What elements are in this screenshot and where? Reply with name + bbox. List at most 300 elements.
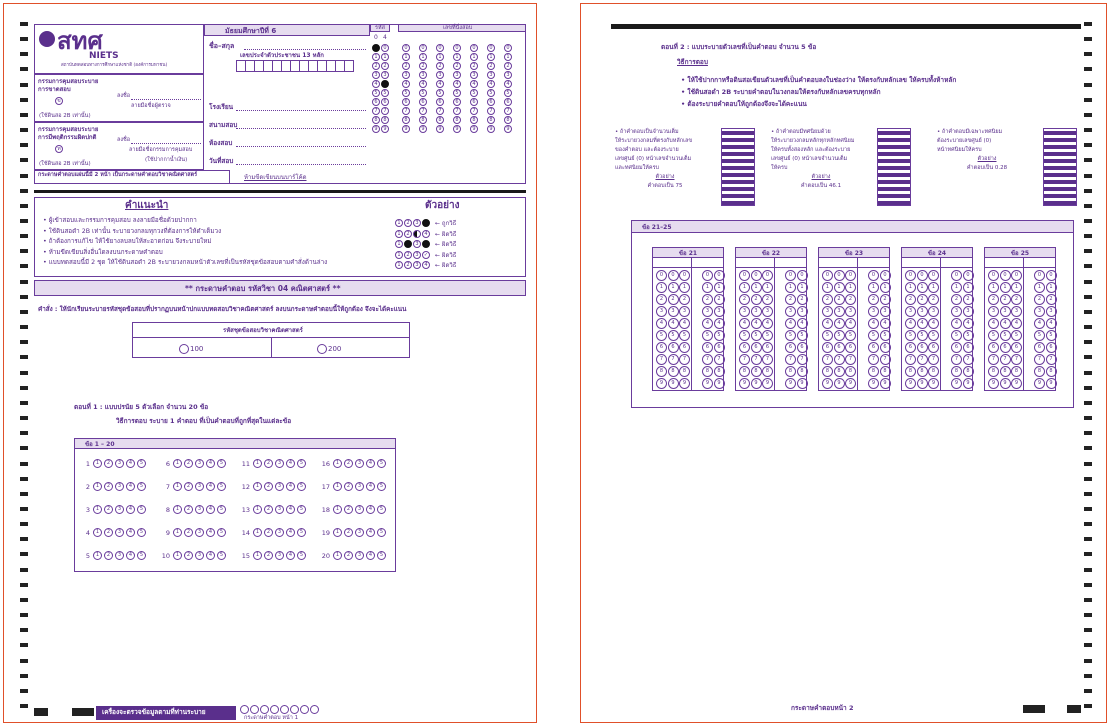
numeric-bubble[interactable]: 2	[917, 294, 928, 305]
mcq-choice-bubble[interactable]: 3	[115, 528, 124, 537]
numeric-bubble[interactable]: 5	[762, 330, 773, 341]
mcq-choice-bubble[interactable]: 1	[253, 505, 262, 514]
seat-bubble[interactable]: 0	[487, 44, 495, 52]
numeric-bubble[interactable]: 0	[1011, 270, 1022, 281]
numeric-bubble[interactable]: 8	[702, 366, 713, 377]
numeric-bubble[interactable]: 4	[751, 318, 762, 329]
seat-column[interactable]	[402, 44, 411, 133]
numeric-bubble[interactable]: 8	[1046, 366, 1057, 377]
center-line[interactable]	[236, 128, 366, 129]
numeric-bubble[interactable]: 7	[1046, 354, 1057, 365]
numeric-bubble[interactable]: 5	[917, 330, 928, 341]
mcq-choice-bubble[interactable]: 4	[366, 482, 375, 491]
numeric-bubble[interactable]: 4	[679, 318, 690, 329]
numeric-bubble[interactable]: 4	[822, 318, 833, 329]
digit-column[interactable]	[988, 270, 1000, 389]
numeric-bubble[interactable]: 5	[739, 330, 750, 341]
seat-bubble[interactable]: 6	[402, 98, 410, 106]
numeric-bubble[interactable]: 9	[822, 378, 833, 389]
numeric-bubble[interactable]: 5	[880, 330, 891, 341]
numeric-bubble[interactable]: 5	[1034, 330, 1045, 341]
mcq-choice-bubble[interactable]: 2	[184, 528, 193, 537]
mcq-choice-bubble[interactable]: 3	[115, 459, 124, 468]
numeric-bubble[interactable]: 2	[679, 294, 690, 305]
numeric-bubble[interactable]: 3	[917, 306, 928, 317]
mcq-choice-bubble[interactable]: 1	[93, 528, 102, 537]
numeric-bubble[interactable]: 9	[880, 378, 891, 389]
seat-bubble[interactable]: 2	[436, 62, 444, 70]
seat-bubble[interactable]: 2	[487, 62, 495, 70]
numeric-bubble[interactable]: 9	[679, 378, 690, 389]
seat-bubble[interactable]: 1	[419, 53, 427, 61]
numeric-bubble[interactable]: 2	[785, 294, 796, 305]
numeric-bubble[interactable]: 3	[762, 306, 773, 317]
numeric-bubble[interactable]: 5	[679, 330, 690, 341]
seat-bubble[interactable]: 5	[419, 89, 427, 97]
mcq-choice-bubble[interactable]: 2	[104, 459, 113, 468]
seat-bubble[interactable]: 5	[487, 89, 495, 97]
seat-bubble[interactable]: 4	[419, 80, 427, 88]
mcq-choice-bubble[interactable]: 4	[126, 459, 135, 468]
numeric-bubble[interactable]: 8	[1000, 366, 1011, 377]
numeric-bubble[interactable]: 5	[951, 330, 962, 341]
seat-bubble[interactable]: 5	[470, 89, 478, 97]
id-digit-cell[interactable]	[344, 60, 354, 72]
numeric-bubble[interactable]: 9	[1011, 378, 1022, 389]
numeric-bubble[interactable]: 1	[834, 282, 845, 293]
mcq-choice-bubble[interactable]: 4	[366, 505, 375, 514]
numeric-bubble[interactable]: 9	[1000, 378, 1011, 389]
mcq-choice-bubble[interactable]: 4	[366, 459, 375, 468]
numeric-bubble[interactable]: 0	[1034, 270, 1045, 281]
mcq-choice-bubble[interactable]: 1	[93, 459, 102, 468]
digit-column[interactable]	[714, 270, 726, 389]
numeric-bubble[interactable]: 0	[822, 270, 833, 281]
numeric-bubble[interactable]: 4	[739, 318, 750, 329]
mcq-choice-bubble[interactable]: 2	[264, 551, 273, 560]
numeric-bubble[interactable]: 2	[668, 294, 679, 305]
seat-bubble[interactable]: 1	[487, 53, 495, 61]
mcq-choice-bubble[interactable]: 3	[195, 482, 204, 491]
seat-bubble[interactable]: 7	[487, 107, 495, 115]
numeric-bubble[interactable]: 8	[880, 366, 891, 377]
numeric-bubble[interactable]: 6	[679, 342, 690, 353]
numeric-bubble[interactable]: 4	[797, 318, 808, 329]
numeric-bubble[interactable]: 0	[714, 270, 725, 281]
numeric-bubble[interactable]: 0	[963, 270, 974, 281]
seat-bubble[interactable]: 1	[436, 53, 444, 61]
mcq-choice-bubble[interactable]: 1	[93, 505, 102, 514]
numeric-bubble[interactable]: 4	[834, 318, 845, 329]
numeric-bubble[interactable]: 9	[928, 378, 939, 389]
seat-bubble[interactable]: 7	[419, 107, 427, 115]
mcq-choice-bubble[interactable]: 1	[333, 505, 342, 514]
numeric-bubble[interactable]: 1	[963, 282, 974, 293]
numeric-bubble[interactable]: 5	[1000, 330, 1011, 341]
numeric-bubble[interactable]: 7	[739, 354, 750, 365]
numeric-bubble[interactable]: 4	[880, 318, 891, 329]
numeric-bubble[interactable]: 6	[988, 342, 999, 353]
digit-column[interactable]	[1000, 270, 1012, 389]
numeric-bubble[interactable]: 1	[679, 282, 690, 293]
numeric-bubble[interactable]: 6	[785, 342, 796, 353]
mcq-choice-bubble[interactable]: 4	[206, 528, 215, 537]
numeric-bubble[interactable]: 1	[702, 282, 713, 293]
numeric-bubble[interactable]: 9	[1034, 378, 1045, 389]
mcq-choice-bubble[interactable]: 4	[286, 482, 295, 491]
mcq-choice-bubble[interactable]: 3	[355, 505, 364, 514]
numeric-bubble[interactable]: 4	[988, 318, 999, 329]
numeric-bubble[interactable]: 8	[868, 366, 879, 377]
numeric-bubble[interactable]: 0	[928, 270, 939, 281]
numeric-bubble[interactable]: 8	[928, 366, 939, 377]
seat-bubble[interactable]: 1	[402, 53, 410, 61]
numeric-bubble[interactable]: 5	[928, 330, 939, 341]
numeric-bubble[interactable]: 9	[988, 378, 999, 389]
mcq-choice-bubble[interactable]: 2	[344, 482, 353, 491]
mcq-choice-bubble[interactable]: 5	[137, 528, 146, 537]
seat-column[interactable]	[487, 44, 496, 133]
seat-bubble[interactable]: 9	[402, 125, 410, 133]
numeric-bubble[interactable]: 0	[951, 270, 962, 281]
digit-column[interactable]	[917, 270, 929, 389]
numeric-bubble[interactable]: 1	[845, 282, 856, 293]
numeric-bubble[interactable]: 0	[739, 270, 750, 281]
seat-bubble[interactable]: 8	[402, 116, 410, 124]
numeric-bubble[interactable]: 9	[905, 378, 916, 389]
numeric-bubble[interactable]: 9	[834, 378, 845, 389]
write-in-row[interactable]	[819, 258, 889, 268]
mcq-choice-bubble[interactable]: 5	[217, 482, 226, 491]
numeric-bubble[interactable]: 1	[988, 282, 999, 293]
numeric-bubble[interactable]: 0	[762, 270, 773, 281]
numeric-bubble[interactable]: 7	[845, 354, 856, 365]
numeric-bubble[interactable]: 2	[739, 294, 750, 305]
digit-column[interactable]	[928, 270, 940, 389]
seat-bubble[interactable]: 4	[402, 80, 410, 88]
mcq-choice-bubble[interactable]: 5	[377, 528, 386, 537]
digit-column[interactable]	[751, 270, 763, 389]
numeric-bubble[interactable]: 4	[951, 318, 962, 329]
numeric-bubble[interactable]: 1	[739, 282, 750, 293]
seat-bubble[interactable]: 7	[402, 107, 410, 115]
numeric-bubble[interactable]: 6	[928, 342, 939, 353]
numeric-bubble[interactable]: 6	[822, 342, 833, 353]
seat-bubble[interactable]: 6	[487, 98, 495, 106]
numeric-bubble[interactable]: 0	[751, 270, 762, 281]
numeric-bubble[interactable]: 8	[679, 366, 690, 377]
numeric-bubble[interactable]: 5	[834, 330, 845, 341]
numeric-bubble[interactable]: 8	[834, 366, 845, 377]
digit-column[interactable]	[868, 270, 880, 389]
seat-bubble[interactable]: 3	[487, 71, 495, 79]
numeric-bubble[interactable]: 6	[1011, 342, 1022, 353]
seat-bubble[interactable]: 4	[470, 80, 478, 88]
numeric-bubble[interactable]: 8	[917, 366, 928, 377]
numeric-bubble[interactable]: 0	[905, 270, 916, 281]
numeric-bubble[interactable]: 3	[1034, 306, 1045, 317]
mcq-choice-bubble[interactable]: 2	[344, 505, 353, 514]
numeric-bubble[interactable]: 3	[1011, 306, 1022, 317]
room-line[interactable]	[236, 146, 366, 147]
mcq-choice-bubble[interactable]: 5	[377, 482, 386, 491]
mcq-choice-bubble[interactable]: 2	[184, 482, 193, 491]
numeric-bubble[interactable]: 9	[797, 378, 808, 389]
digit-column[interactable]	[963, 270, 975, 389]
numeric-bubble[interactable]: 0	[702, 270, 713, 281]
mcq-choice-bubble[interactable]: 3	[195, 505, 204, 514]
mcq-choice-bubble[interactable]: 3	[115, 551, 124, 560]
seat-bubble[interactable]: 7	[470, 107, 478, 115]
numeric-bubble[interactable]: 6	[668, 342, 679, 353]
numeric-bubble[interactable]: 2	[834, 294, 845, 305]
numeric-bubble[interactable]: 7	[656, 354, 667, 365]
seat-bubble[interactable]: 3	[402, 71, 410, 79]
numeric-bubble[interactable]: 0	[797, 270, 808, 281]
seat-bubble[interactable]: 9	[419, 125, 427, 133]
seat-bubble[interactable]: 0	[453, 44, 461, 52]
numeric-bubble[interactable]: 1	[785, 282, 796, 293]
numeric-bubble[interactable]: 5	[1011, 330, 1022, 341]
numeric-bubble[interactable]: 6	[917, 342, 928, 353]
numeric-bubble[interactable]: 6	[868, 342, 879, 353]
numeric-bubble[interactable]: 6	[714, 342, 725, 353]
numeric-bubble[interactable]: 4	[1046, 318, 1057, 329]
seat-bubble[interactable]: 4	[436, 80, 444, 88]
numeric-bubble[interactable]: 4	[714, 318, 725, 329]
numeric-bubble[interactable]: 7	[905, 354, 916, 365]
mcq-choice-bubble[interactable]: 1	[333, 482, 342, 491]
numeric-bubble[interactable]: 4	[656, 318, 667, 329]
numeric-bubble[interactable]: 8	[714, 366, 725, 377]
seat-bubble[interactable]: 2	[402, 62, 410, 70]
citizen-id-cells[interactable]	[236, 60, 353, 72]
numeric-bubble[interactable]: 3	[797, 306, 808, 317]
mcq-choice-bubble[interactable]: 1	[253, 459, 262, 468]
seat-bubble[interactable]: 6	[436, 98, 444, 106]
numeric-bubble[interactable]: 3	[928, 306, 939, 317]
mcq-choice-bubble[interactable]: 1	[333, 459, 342, 468]
date-line[interactable]	[236, 164, 366, 165]
seat-bubble[interactable]: 3	[453, 71, 461, 79]
mcq-choice-bubble[interactable]: 2	[344, 551, 353, 560]
numeric-bubble[interactable]: 0	[1000, 270, 1011, 281]
numeric-bubble[interactable]: 2	[1011, 294, 1022, 305]
numeric-bubble[interactable]: 7	[928, 354, 939, 365]
numeric-bubble[interactable]: 2	[762, 294, 773, 305]
seat-bubble[interactable]: 2	[453, 62, 461, 70]
numeric-bubble[interactable]: 6	[797, 342, 808, 353]
numeric-bubble[interactable]: 7	[917, 354, 928, 365]
set-option-200[interactable]	[317, 344, 341, 354]
mcq-choice-bubble[interactable]: 4	[286, 551, 295, 560]
committee1-sign-line[interactable]	[131, 99, 201, 100]
numeric-bubble[interactable]: 8	[739, 366, 750, 377]
numeric-bubble[interactable]: 9	[668, 378, 679, 389]
numeric-bubble[interactable]: 8	[785, 366, 796, 377]
numeric-bubble[interactable]: 3	[951, 306, 962, 317]
numeric-bubble[interactable]: 7	[714, 354, 725, 365]
numeric-bubble[interactable]: 2	[928, 294, 939, 305]
mcq-choice-bubble[interactable]: 4	[206, 551, 215, 560]
numeric-bubble[interactable]: 5	[988, 330, 999, 341]
numeric-bubble[interactable]: 7	[679, 354, 690, 365]
numeric-bubble[interactable]: 7	[702, 354, 713, 365]
mcq-choice-bubble[interactable]: 2	[104, 528, 113, 537]
numeric-bubble[interactable]: 1	[668, 282, 679, 293]
mcq-choice-bubble[interactable]: 1	[253, 528, 262, 537]
numeric-bubble[interactable]: 5	[1046, 330, 1057, 341]
numeric-bubble[interactable]: 0	[679, 270, 690, 281]
numeric-bubble[interactable]: 4	[845, 318, 856, 329]
numeric-bubble[interactable]: 3	[845, 306, 856, 317]
seat-bubble[interactable]: 1	[470, 53, 478, 61]
numeric-bubble[interactable]: 1	[822, 282, 833, 293]
numeric-bubble[interactable]: 2	[868, 294, 879, 305]
numeric-bubble[interactable]: 8	[1011, 366, 1022, 377]
numeric-bubble[interactable]: 9	[951, 378, 962, 389]
digit-column[interactable]	[797, 270, 809, 389]
mcq-choice-bubble[interactable]: 5	[377, 459, 386, 468]
mcq-choice-bubble[interactable]: 2	[184, 459, 193, 468]
numeric-bubble[interactable]: 3	[868, 306, 879, 317]
numeric-bubble[interactable]: 5	[668, 330, 679, 341]
seat-bubble[interactable]: 2	[470, 62, 478, 70]
numeric-bubble[interactable]: 6	[656, 342, 667, 353]
digit-column[interactable]	[1046, 270, 1058, 389]
numeric-bubble[interactable]: 1	[905, 282, 916, 293]
mcq-choice-bubble[interactable]: 2	[264, 528, 273, 537]
mcq-choice-bubble[interactable]: 3	[355, 459, 364, 468]
numeric-bubble[interactable]: 7	[762, 354, 773, 365]
numeric-bubble[interactable]: 8	[951, 366, 962, 377]
mcq-choice-bubble[interactable]: 3	[195, 459, 204, 468]
numeric-bubble[interactable]: 3	[905, 306, 916, 317]
mcq-choice-bubble[interactable]: 5	[297, 482, 306, 491]
numeric-bubble[interactable]: 6	[1046, 342, 1057, 353]
numeric-bubble[interactable]: 6	[845, 342, 856, 353]
numeric-bubble[interactable]: 5	[905, 330, 916, 341]
digit-column[interactable]	[951, 270, 963, 389]
digit-column[interactable]	[880, 270, 892, 389]
mcq-choice-bubble[interactable]: 1	[173, 528, 182, 537]
mcq-choice-bubble[interactable]: 3	[275, 482, 284, 491]
mcq-choice-bubble[interactable]: 5	[297, 528, 306, 537]
numeric-bubble[interactable]: 6	[951, 342, 962, 353]
numeric-bubble[interactable]: 1	[656, 282, 667, 293]
numeric-bubble[interactable]: 1	[868, 282, 879, 293]
seat-bubble[interactable]: 9	[436, 125, 444, 133]
mcq-choice-bubble[interactable]: 4	[286, 528, 295, 537]
write-in-row[interactable]	[902, 258, 972, 268]
mcq-choice-bubble[interactable]: 3	[195, 551, 204, 560]
numeric-bubble[interactable]: 9	[702, 378, 713, 389]
mcq-choice-bubble[interactable]: 4	[206, 482, 215, 491]
write-in-row[interactable]	[736, 258, 806, 268]
mcq-choice-bubble[interactable]: 4	[126, 505, 135, 514]
numeric-bubble[interactable]: 6	[834, 342, 845, 353]
numeric-bubble[interactable]: 1	[928, 282, 939, 293]
seat-column[interactable]	[470, 44, 479, 133]
mcq-choice-bubble[interactable]: 4	[206, 459, 215, 468]
mcq-choice-bubble[interactable]: 2	[344, 528, 353, 537]
mcq-choice-bubble[interactable]: 2	[104, 551, 113, 560]
seat-bubble[interactable]: 0	[470, 44, 478, 52]
mcq-choice-bubble[interactable]: 3	[275, 528, 284, 537]
numeric-bubble[interactable]: 7	[988, 354, 999, 365]
seat-bubble[interactable]: 8	[419, 116, 427, 124]
numeric-bubble[interactable]: 2	[822, 294, 833, 305]
digit-column[interactable]	[905, 270, 917, 389]
numeric-bubble[interactable]: 4	[1011, 318, 1022, 329]
seat-bubble[interactable]: 4	[453, 80, 461, 88]
numeric-bubble[interactable]: 0	[668, 270, 679, 281]
mcq-choice-bubble[interactable]: 5	[297, 505, 306, 514]
numeric-bubble[interactable]: 6	[963, 342, 974, 353]
mcq-choice-bubble[interactable]: 5	[297, 459, 306, 468]
numeric-bubble[interactable]: 6	[1034, 342, 1045, 353]
mcq-choice-bubble[interactable]: 1	[333, 551, 342, 560]
numeric-bubble[interactable]: 1	[1000, 282, 1011, 293]
numeric-bubble[interactable]: 0	[988, 270, 999, 281]
numeric-bubble[interactable]: 7	[751, 354, 762, 365]
seat-bubble[interactable]: 0	[419, 44, 427, 52]
numeric-bubble[interactable]: 8	[963, 366, 974, 377]
digit-column[interactable]	[762, 270, 774, 389]
numeric-bubble[interactable]: 7	[797, 354, 808, 365]
numeric-bubble[interactable]: 6	[762, 342, 773, 353]
numeric-bubble[interactable]: 2	[1046, 294, 1057, 305]
numeric-bubble[interactable]: 9	[1046, 378, 1057, 389]
digit-column[interactable]	[668, 270, 680, 389]
seat-bubble[interactable]: 9	[504, 125, 512, 133]
numeric-bubble[interactable]: 9	[762, 378, 773, 389]
seat-bubble[interactable]: 9	[487, 125, 495, 133]
mcq-choice-bubble[interactable]: 3	[195, 528, 204, 537]
numeric-bubble[interactable]: 0	[834, 270, 845, 281]
numeric-bubble[interactable]: 1	[1046, 282, 1057, 293]
numeric-bubble[interactable]: 1	[880, 282, 891, 293]
mcq-choice-bubble[interactable]: 1	[173, 482, 182, 491]
digit-column[interactable]	[822, 270, 834, 389]
numeric-bubble[interactable]: 0	[656, 270, 667, 281]
numeric-bubble[interactable]: 6	[751, 342, 762, 353]
numeric-bubble[interactable]: 3	[1000, 306, 1011, 317]
numeric-bubble[interactable]: 0	[785, 270, 796, 281]
numeric-bubble[interactable]: 8	[845, 366, 856, 377]
numeric-bubble[interactable]: 8	[762, 366, 773, 377]
mcq-choice-bubble[interactable]: 5	[217, 505, 226, 514]
numeric-bubble[interactable]: 2	[656, 294, 667, 305]
numeric-bubble[interactable]: 3	[1046, 306, 1057, 317]
numeric-bubble[interactable]: 1	[751, 282, 762, 293]
mcq-choice-bubble[interactable]: 3	[115, 505, 124, 514]
seat-bubble[interactable]: 3	[470, 71, 478, 79]
school-line[interactable]	[236, 110, 366, 111]
numeric-bubble[interactable]: 9	[917, 378, 928, 389]
mcq-choice-bubble[interactable]: 4	[286, 505, 295, 514]
mcq-choice-bubble[interactable]: 5	[137, 482, 146, 491]
numeric-bubble[interactable]: 2	[702, 294, 713, 305]
numeric-bubble[interactable]: 1	[1034, 282, 1045, 293]
numeric-bubble[interactable]: 4	[1000, 318, 1011, 329]
seat-bubble[interactable]: 4	[487, 80, 495, 88]
numeric-bubble[interactable]: 6	[880, 342, 891, 353]
numeric-bubble[interactable]: 4	[963, 318, 974, 329]
mcq-choice-bubble[interactable]: 1	[173, 505, 182, 514]
seat-bubble[interactable]: 0	[402, 44, 410, 52]
numeric-bubble[interactable]: 3	[668, 306, 679, 317]
